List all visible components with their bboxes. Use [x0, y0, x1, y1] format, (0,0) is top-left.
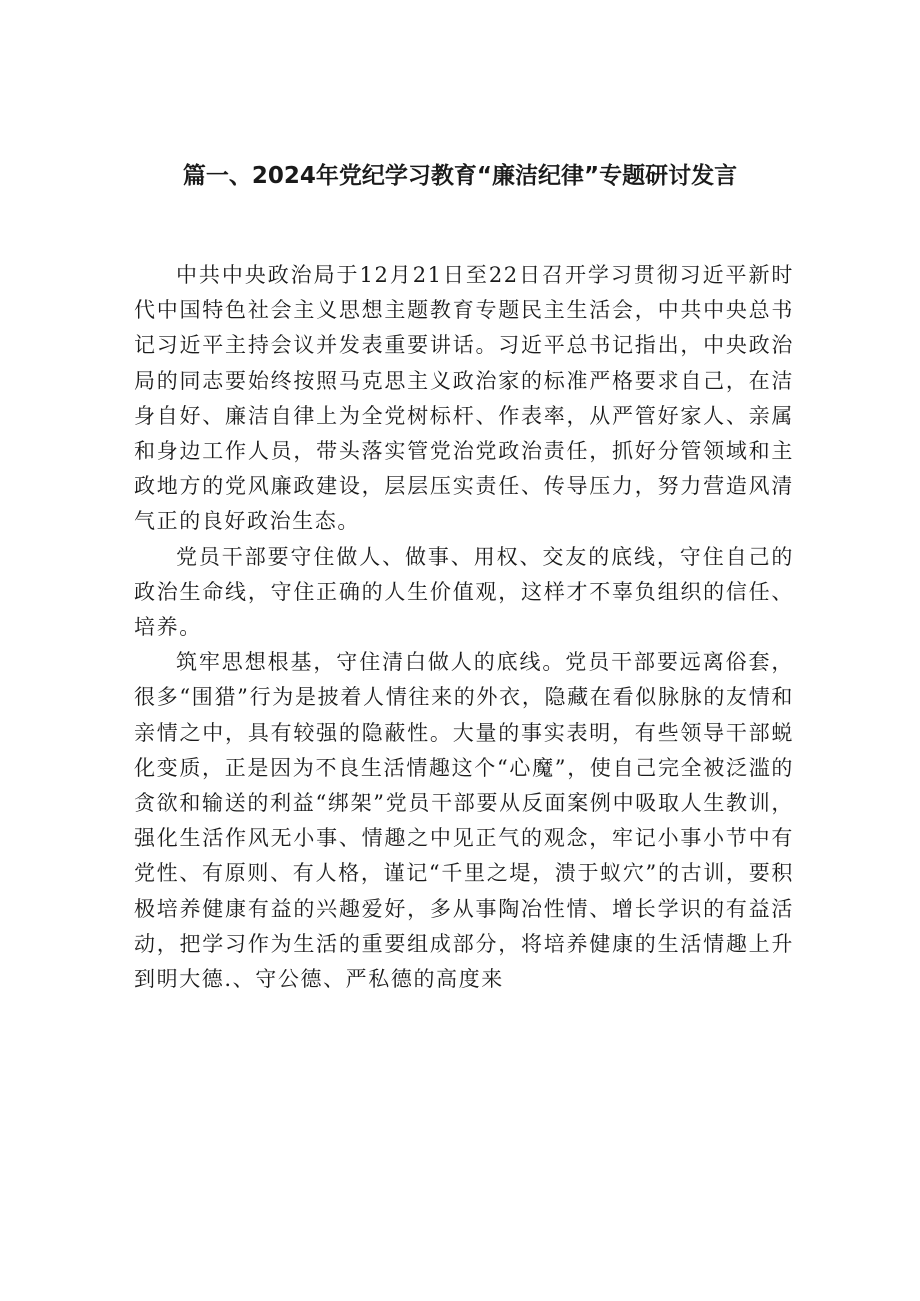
paragraph-3: 筑牢思想根基，守住清白做人的底线。党员干部要远离俗套，很多“围猎”行为是披着人情往来的外衣，隐藏在看似脉脉的友情和亲情之中，具有较强的隐蔽性。大量的事实表明，有些领导干部蜕化变质，正是因为不良生活情趣这个“心魔”，使自己完全被泛滥的贪欲和输送的利益“绑架”党员干部要从反面案例中吸取人生教训，强化生活作风无小事、情趣之中见正气的观念，牢记小事小节中有党性、有原则、有人格，谨记“千里之堤，溃于蚁穴”的古训，要积极培养健康有益的兴趣爱好，多从事陶冶性情、增长学识的有益活动，把学习作为生活的重要组成部分，将培养健康的生活情趣上升到明大德.、守公德、严私德的高度来	[134, 650, 794, 992]
document-body	[134, 258, 794, 997]
paragraph-2: 党员干部要守住做人、做事、用权、交友的底线，守住自己的政治生命线，守住正确的人生价值观，这样才不辜负组织的信任、培养。	[134, 544, 794, 640]
paragraph-1: 中共中央政治局于12月21日至22日召开学习贯彻习近平新时代中国特色社会主义思想主题教育专题民主生活会，中共中央总书记习近平主持会议并发表重要讲话。习近平总书记指出，中央政治局的同志要始终按照马克思主义政治家的标准严格要求自己，在洁身自好、廉洁自律上为全党树标杆、作表率，从严管好家人、亲属和身边工作人员，带头落实管党治党政治责任，抓好分管领域和主政地方的党风廉政建设，层层压实责任、传导压力，努力营造风清气正的良好政治生态。	[134, 263, 794, 534]
document-title: 篇一、2024年党纪学习教育“廉洁纪律”专题研讨发言	[182, 163, 738, 189]
